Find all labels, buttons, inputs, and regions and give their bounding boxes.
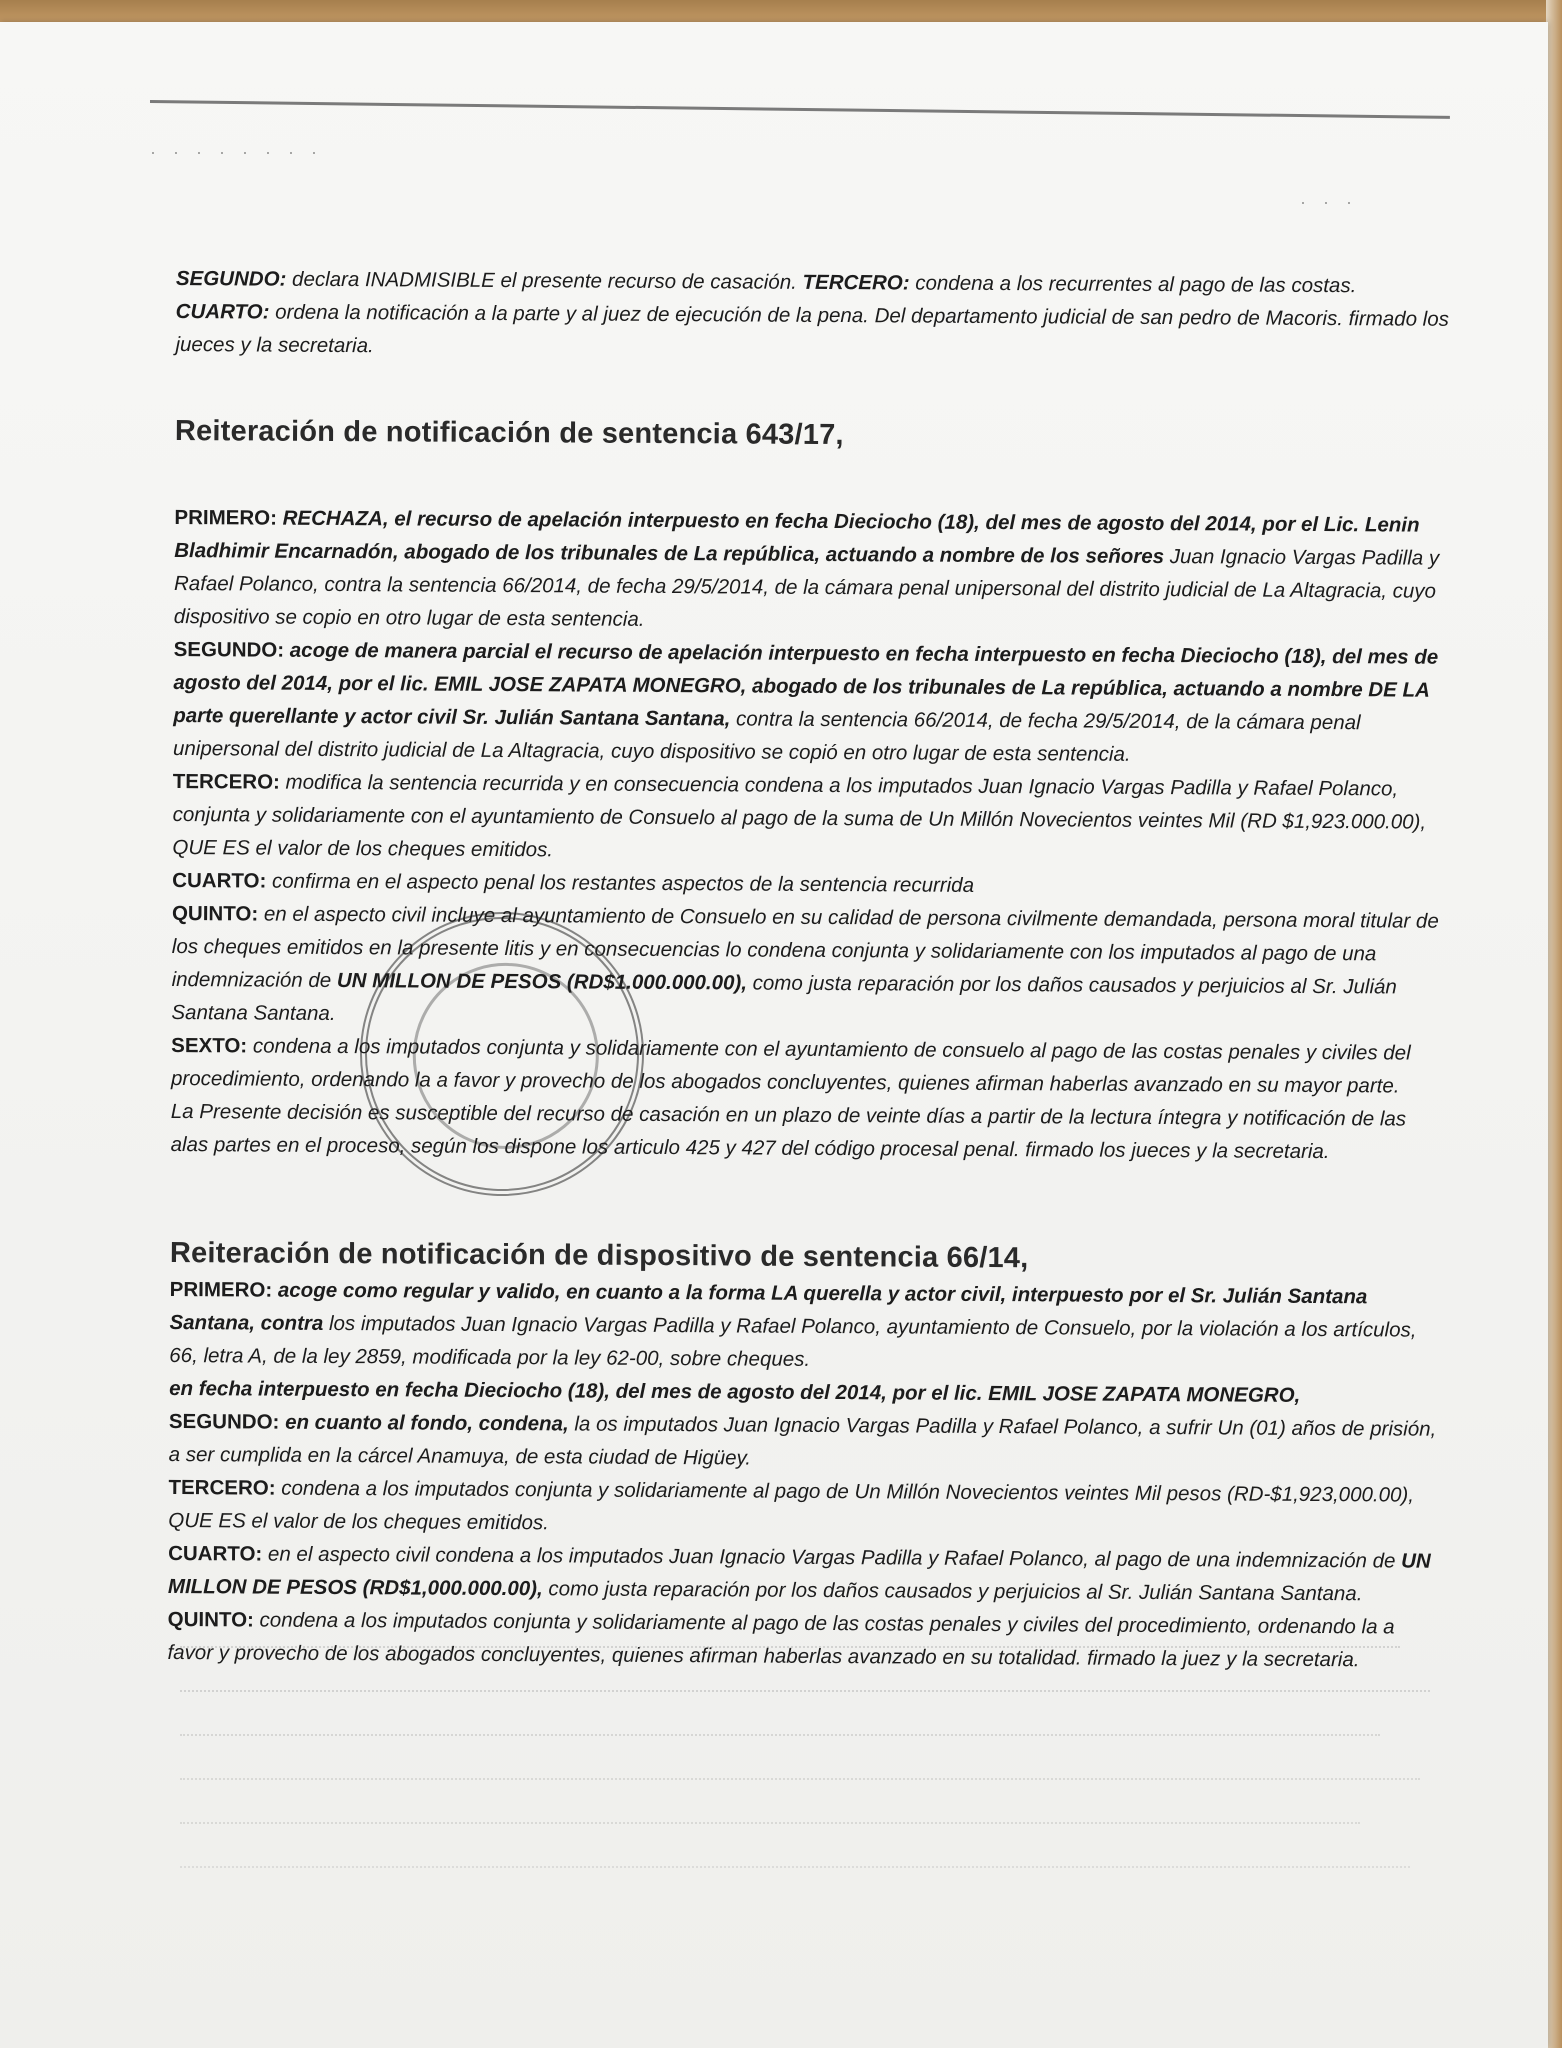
text-run: CUARTO: [172, 868, 267, 893]
text-run: CUARTO: [168, 1541, 263, 1566]
paragraph [168, 1537, 1442, 1611]
text-run: TERCERO: [802, 270, 910, 295]
paragraph-spacer [170, 1161, 1444, 1241]
text-run: condena a los recurrentes al pago de las costas. [909, 271, 1357, 298]
wood-background-right [1546, 0, 1562, 2048]
faded-marks: · · · [1300, 192, 1358, 212]
text-run: contra la sentencia 66/2014, de fecha 29/5/2014, de la cámara penal unipersonal del distrito judicial de La Altagracia, cuyo dispositivo se copió en otro lugar de esta sentencia. [172, 707, 1361, 766]
text-run: TERCERO: [168, 1475, 276, 1500]
text-run: los imputados Juan Ignacio Vargas Padilla y Rafael Polanco, ayuntamiento de Consuelo, por la violación a los artículos, 66, letra A, de la ley 2859, modificada por la ley 62-00, sobre cheques. [169, 1311, 1417, 1371]
text-run: UN MILLON DE PESOS (RD$1,000.000.00), [167, 1549, 1431, 1601]
text-run: acoge como regular y valido, en cuanto a la forma LA querella y actor civil, interpuesto por el Sr. Julián Santana Santana, contra [169, 1278, 1368, 1335]
text-run: ordena la notificación a la parte y al juez de ejecución de la pena. Del departamento judicial de san pedro de Macoris. firmado los jueces y la secretaria. [175, 300, 1449, 358]
paragraph [173, 633, 1448, 773]
faded-marks: · · · · · · · · [150, 142, 323, 162]
text-run: SEGUNDO: [168, 1409, 286, 1434]
text-run: La Presente decisión es susceptible del recurso de casación en un plazo de veinte días a partir de la lectura íntegra y notificación de las alas partes en el proceso, según los dispone los articulo 425 y 427 del código procesal penal. firmado los jueces y la secretaria. [170, 1099, 1407, 1164]
text-run: en el aspecto civil condena a los imputados Juan Ignacio Vargas Padilla y Rafael Polanco, al pago de una indemnización de [262, 1542, 1402, 1573]
text-run: condena a los imputados conjunta y solidariamente con el ayuntamiento de consuelo al pago de las costas penales y civiles del procedimiento, ordenando la a favor y provecho de los abogados concluyentes, quienes afirman haberlas avanzado en su mayor parte. [170, 1034, 1411, 1098]
text-run: declara INADMISIBLE el presente recurso de casación. [286, 267, 803, 294]
paragraph [171, 1029, 1445, 1103]
text-run: Juan Ignacio Vargas Padilla y Rafael Polanco, contra la sentencia 66/2014, de fecha 29/5/2014, de la cámara penal unipersonal del distrito judicial de La Altagracia, cuyo dispositivo se copio en otro lugar de esta sentencia. [173, 545, 1440, 631]
text-run: modifica la sentencia recurrida y en consecuencia condena a los imputados Juan Ignacio Vargas Padilla y Rafael Polanco, conjunta y solidariamente con el ayuntamiento de Consuelo al pago de la suma de Un Millón Novecientos veintes Mil (RD $1,923.000.00), QUE ES el valor de los cheques emitidos. [172, 770, 1427, 862]
paragraph [167, 1603, 1441, 1677]
text-run: acoge de manera parcial el recurso de apelación interpuesto en fecha interpuesto en fecha Dieciocho (18), del mes de agosto del 2014, por el lic. EMIL JOSE ZAPATA MONEGRO, abogado de los tribunales de La república, actuando a nombre DE LA parte querellante y actor civil Sr. Julián Santana Santana, [173, 638, 1439, 731]
text-run: condena a los imputados conjunta y solidariamente al pago de las costas penales y civiles del procedimiento, ordenando la a favor y provecho de los abogados concluyentes, quienes afirman haberlas avanzado en su totalidad. firmado la juez y la secretaria. [167, 1608, 1395, 1672]
paragraph [172, 765, 1447, 872]
paragraph-spacer [175, 451, 1449, 509]
text-run: Reiteración de notificación de dispositivo de sentencia 66/14, [169, 1236, 1029, 1275]
paragraph-spacer [175, 361, 1449, 419]
text-run: en el aspecto civil incluye al ayuntamiento de Consuelo en su calidad de persona civilmente demandada, persona moral titular de los cheques emitidos en la presente litis y en consecuencias lo condena conjunta y solidariamente con los imputados al pago de una indemnización de [171, 902, 1439, 992]
text-run: UN MILLON DE PESOS (RD$1.000.000.00), [336, 968, 748, 995]
text-run: QUINTO: [167, 1607, 254, 1632]
paragraph [171, 1095, 1445, 1169]
text-run: SEXTO: [171, 1033, 248, 1058]
text-run: condena a los imputados conjunta y solidariamente al pago de Un Millón Novecientos veintes Mil pesos (RD-$1,923,000.00), QUE ES el valor de los cheques emitidos. [168, 1476, 1415, 1535]
text-run: RECHAZA, el recurso de apelación interpuesto en fecha Dieciocho (18), del mes de agosto del 2014, por el Lic. Lenin Bladhimir Encarnadón, abogado de los tribunales de La república, actuando a nombre de los señores [174, 506, 1420, 569]
text-run: como justa reparación por los daños causados y perjuicios al Sr. Julián Santana Santana. [542, 1577, 1363, 1606]
paragraph [171, 897, 1446, 1037]
document-body [167, 262, 1450, 1677]
text-run: QUINTO: [171, 901, 259, 926]
text-run: PRIMERO: [169, 1277, 278, 1302]
text-run: confirma en el aspecto penal los restantes aspectos de la sentencia recurrida [266, 869, 975, 897]
text-run: en cuanto al fondo, condena, [285, 1410, 569, 1436]
text-run: SEGUNDO: [175, 266, 287, 291]
text-run: Reiteración de notificación de sentencia 643/17, [174, 414, 844, 452]
document-sheet [0, 22, 1548, 2048]
text-run: como justa reparación por los daños causados y perjuicios al Sr. Julián Santana Santana. [171, 971, 1397, 1025]
text-run: PRIMERO: [174, 505, 283, 530]
text-run: la os imputados Juan Ignacio Vargas Padilla y Rafael Polanco, a sufrir Un (01) años de prisión, a ser cumplida en la cárcel Anamuya, de esta ciudad de Higüey. [168, 1412, 1437, 1470]
text-run: SEGUNDO: [173, 637, 290, 662]
paragraph [169, 1273, 1444, 1380]
paragraph [174, 501, 1449, 641]
top-rule-line [150, 100, 1450, 119]
text-run: en fecha interpuesto en fecha Dieciocho (18), del mes de agosto del 2014, por el lic. EMIL JOSE ZAPATA MONEGRO, [169, 1376, 1301, 1407]
text-run: TERCERO: [172, 769, 280, 794]
paragraph [175, 262, 1450, 369]
paragraph [168, 1471, 1442, 1545]
text-run: CUARTO: [175, 299, 270, 324]
paragraph [169, 1405, 1443, 1479]
section-heading [175, 411, 1449, 459]
